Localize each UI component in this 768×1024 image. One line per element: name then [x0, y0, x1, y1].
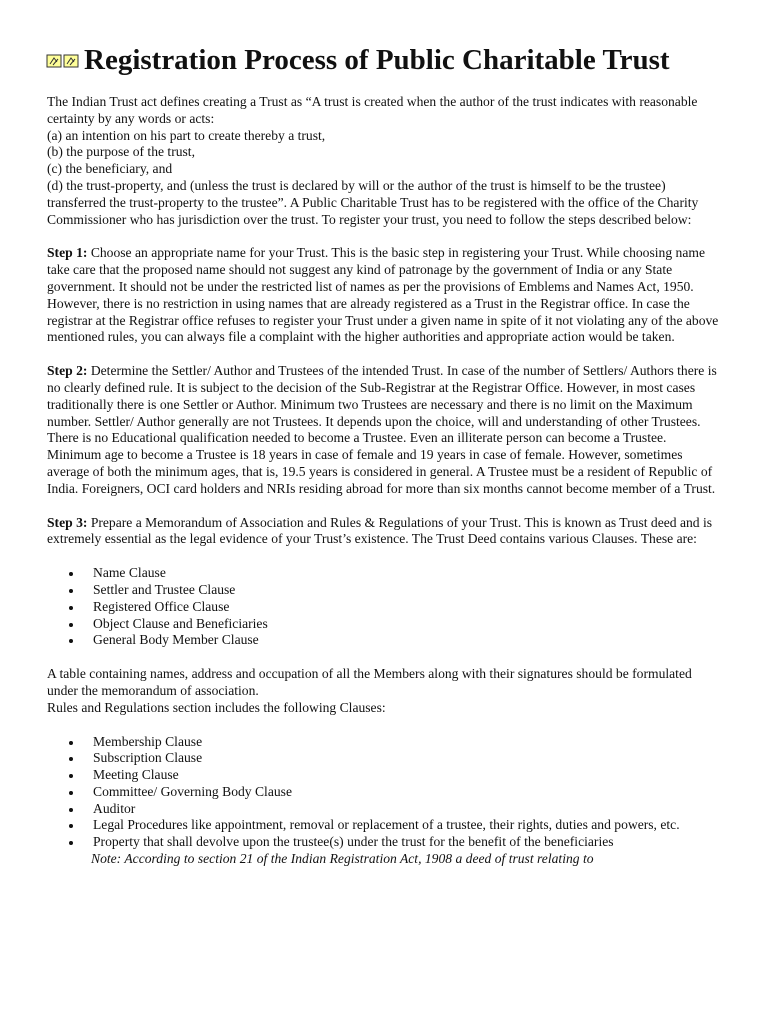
list-item: Settler and Trustee Clause [47, 582, 721, 599]
rules-intro: Rules and Regulations section includes the following Clauses: [47, 699, 386, 715]
title-row [46, 44, 670, 77]
intro-item-d: (d) the trust-property, and (unless the trust is declared by will or the author of the trust is himself to be the trustee) transferred the trust-property to the trustee”. A Public Charitable Trust has to be registered with the office of the Charity Commissioner who has jurisdiction over the trust. To register your trust, you need to follow the steps described below: [47, 177, 699, 227]
step-1-paragraph [47, 245, 721, 346]
trust-deed-clauses-list [47, 565, 721, 649]
registration-note: Note: According to section 21 of the Indian Registration Act, 1908 a deed of trust relating to [91, 851, 594, 867]
step-1-label: Step 1: [47, 245, 88, 261]
list-item: Subscription Clause [47, 750, 721, 767]
page-title: Registration Process of Public Charitable Trust [84, 44, 670, 76]
intro-item-b: (b) the purpose of the trust, [47, 144, 195, 160]
list-item: Auditor [47, 801, 721, 818]
intro-paragraph: The Indian Trust act defines creating a Trust as “A trust is created when the author of the trust indicates with reasonable certainty by any words or acts: [47, 94, 698, 126]
intro-item-c: (c) the beneficiary, and [47, 161, 173, 177]
list-item: Membership Clause [47, 734, 721, 751]
list-item: Property that shall devolve upon the trustee(s) under the trust for the benefit of the beneficiaries [47, 834, 721, 851]
list-item: Legal Procedures like appointment, removal or replacement of a trustee, their rights, duties and powers, etc. [47, 817, 721, 834]
document-body [47, 94, 721, 868]
step-3-text: Prepare a Memorandum of Association and Rules & Regulations of your Trust. This is known as Trust deed and is extremely essential as the legal evidence of your Trust’s existence. The Trust Deed contains various Clauses. These are: [47, 514, 713, 547]
members-table-paragraph: A table containing names, address and occupation of all the Members along with their signatures should be formulated under the memorandum of association. [47, 666, 692, 698]
list-item: General Body Member Clause [47, 632, 721, 649]
list-item: Object Clause and Beneficiaries [47, 616, 721, 633]
broken-image-icon [46, 53, 80, 69]
step-2-label: Step 2: [47, 363, 88, 379]
step-2-paragraph [47, 363, 721, 497]
list-item: Meeting Clause [47, 767, 721, 784]
intro-item-a: (a) an intention on his part to create thereby a trust, [47, 127, 326, 143]
step-3-label: Step 3: [47, 514, 88, 530]
step-3-paragraph [47, 515, 721, 549]
step-1-text: Choose an appropriate name for your Trust. This is the basic step in registering your Trust. While choosing name take care that the proposed name should not suggest any kind of patronage by the government of India or any State government. It should not be under the restricted list of names as per the provisions of Emblems and Names Act, 1950. However, there is no restriction in using names that are already registered as a Trust in the Registrar office. In case the registrar at the Registrar office refuses to register your Trust under a given name in spite of it not violating any of the above mentioned rules, you can always file a complaint with the higher authorities and appropriate action would be taken. [47, 245, 719, 345]
list-item: Committee/ Governing Body Clause [47, 784, 721, 801]
list-item: Registered Office Clause [47, 599, 721, 616]
step-2-text: Determine the Settler/ Author and Trustees of the intended Trust. In case of the number of Settlers/ Authors there is no clearly defined rule. It is subject to the decision of the Sub-Registrar at the Registrar Office. However, in most cases traditionally there is one Settler or Author. Minimum two Trustees are necessary and there is no limit on the Maximum number. Settler/ Author generally are not Trustees. It depends upon the choice, will and understanding of other Trustees. There is no Educational qualification needed to become a Trustee. Even an illiterate person can become a Trustee. Minimum age to become a Trustee is 18 years in case of female and 19 years in case of female. However, sometimes average of both the minimum ages, that is, 19.5 years is considered in general. A Trustee must be a resident of Republic of India. Foreigners, OCI card holders and NRIs residing abroad for more than six months cannot become member of a Trust. [47, 363, 717, 496]
rules-clauses-list [47, 734, 721, 852]
list-item: Name Clause [47, 565, 721, 582]
